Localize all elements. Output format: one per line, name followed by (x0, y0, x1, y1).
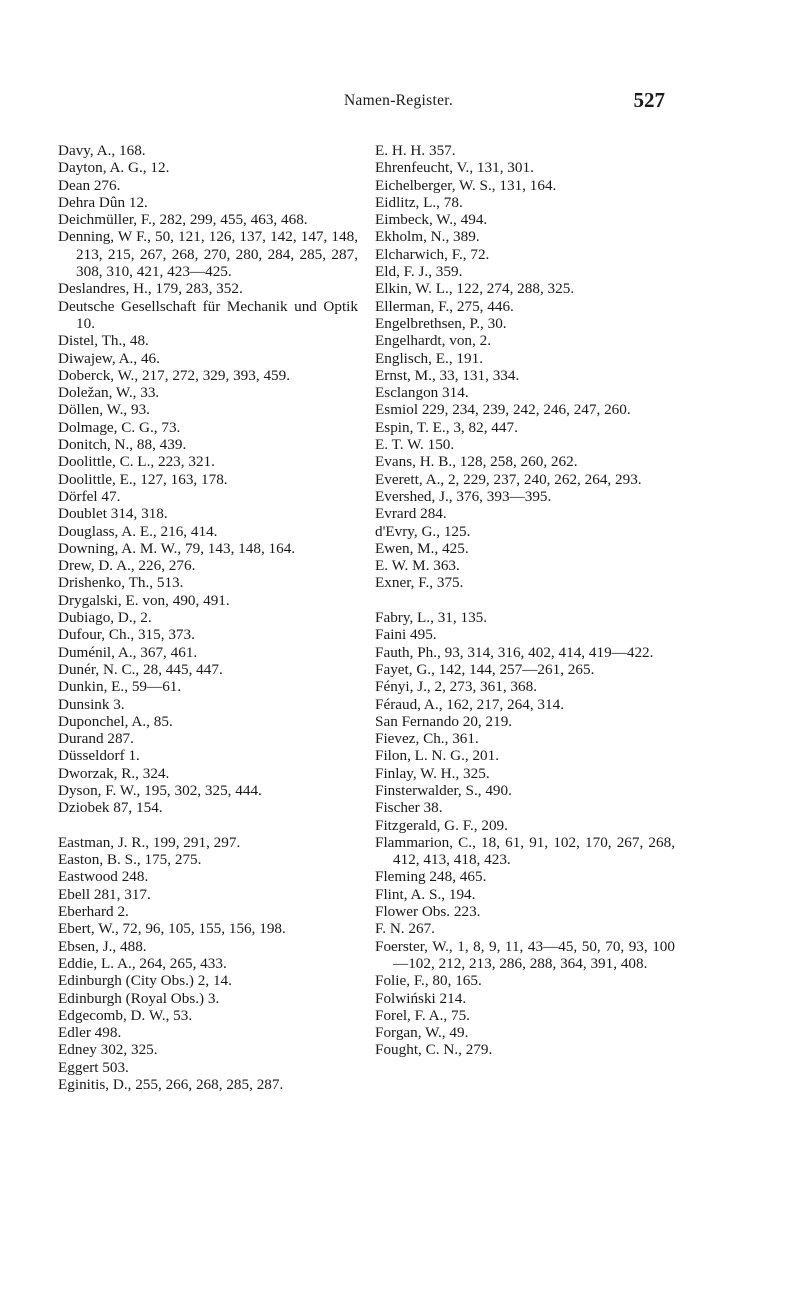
index-entry: Eginitis, D., 255, 266, 268, 285, 287. (58, 1076, 284, 1094)
index-entry: Doublet 314, 318. (58, 505, 168, 523)
index-entry: Fauth, Ph., 93, 314, 316, 402, 414, 419—422. (375, 643, 654, 661)
index-entry: Ernst, M., 33, 131, 334. (375, 366, 520, 384)
page-header (0, 90, 797, 118)
index-entry: Dubiago, D., 2. (58, 609, 152, 627)
index-entry: Ebert, W., 72, 96, 105, 155, 156, 198. (58, 920, 286, 938)
page-number: 527 (633, 88, 665, 112)
index-entry: Forgan, W., 49. (375, 1024, 469, 1042)
index-entry: Fievez, Ch., 361. (375, 730, 479, 748)
index-entry: Edinburgh (City Obs.) 2, 14. (58, 972, 232, 990)
index-entry: Fényi, J., 2, 273, 361, 368. (375, 678, 538, 696)
index-entry: Exner, F., 375. (375, 574, 464, 592)
index-entry: Eggert 503. (58, 1058, 129, 1076)
index-entry: Ekholm, N., 389. (375, 228, 480, 246)
index-entry: Doolittle, C. L., 223, 321. (58, 453, 215, 471)
index-entry: Fleming 248, 465. (375, 868, 487, 886)
index-entry: Düsseldorf 1. (58, 747, 140, 765)
index-entry: Davy, A., 168. (58, 142, 146, 159)
running-head: Namen-Register. (343, 92, 454, 109)
index-entry: Eastwood 248. (58, 868, 149, 886)
index-entry: Eberhard 2. (58, 903, 129, 921)
index-entry: Duménil, A., 367, 461. (58, 643, 198, 661)
index-entry: Eastman, J. R., 199, 291, 297. (58, 833, 241, 851)
index-entry: Foerster, W., 1, 8, 9, 11, 43—45, 50, 70, 93, 100—102, 212, 213, 286, 288, 364, 391, 408. (375, 937, 675, 972)
index-entry: Fischer 38. (375, 799, 443, 817)
index-entry: Ebsen, J., 488. (58, 937, 147, 955)
index-entry: Dunér, N. C., 28, 445, 447. (58, 660, 223, 678)
index-entry: Fayet, G., 142, 144, 257—261, 265. (375, 660, 595, 678)
index-entry: Finsterwalder, S., 490. (375, 781, 512, 799)
index-entry: Edgecomb, D. W., 53. (58, 1006, 193, 1024)
section-gap (375, 592, 675, 609)
index-entry: Evershed, J., 376, 393—395. (375, 487, 552, 505)
index-entry: Donitch, N., 88, 439. (58, 436, 187, 454)
index-column-right (375, 142, 675, 1059)
index-entry: Dörfel 47. (58, 487, 121, 505)
index-entry: Edney 302, 325. (58, 1041, 158, 1059)
index-entry: Durand 287. (58, 730, 134, 748)
index-entry: Doolittle, E., 127, 163, 178. (58, 470, 228, 488)
index-entry: Drew, D. A., 226, 276. (58, 557, 196, 575)
index-entry: Fitzgerald, G. F., 209. (375, 816, 508, 834)
index-entry: Everett, A., 2, 229, 237, 240, 262, 264, 293. (375, 470, 642, 488)
index-entry: Diwajew, A., 46. (58, 349, 160, 367)
index-entry: Finlay, W. H., 325. (375, 764, 490, 782)
index-entry: Eimbeck, W., 494. (375, 211, 488, 229)
index-entry: Ebell 281, 317. (58, 885, 151, 903)
index-entry: E. T. W. 150. (375, 436, 455, 454)
index-entry: Denning, W F., 50, 121, 126, 137, 142, 147, 148, 213, 215, 267, 268, 270, 280, 284, 285, 287, 308, 310, 421, 423—425. (58, 228, 358, 281)
index-entry: Ellerman, F., 275, 446. (375, 297, 514, 315)
index-entry: E. W. M. 363. (375, 557, 460, 575)
index-entry: Filon, L. N. G., 201. (375, 747, 500, 765)
index-entry: Doberck, W., 217, 272, 329, 393, 459. (58, 366, 291, 384)
index-entry: Drygalski, E. von, 490, 491. (58, 591, 230, 609)
index-entry: Engelhardt, von, 2. (375, 332, 491, 350)
index-entry: Drishenko, Th., 513. (58, 574, 184, 592)
index-entry: F. N. 267. (375, 920, 435, 938)
index-entry: Dufour, Ch., 315, 373. (58, 626, 195, 644)
index-entry: Eichelberger, W. S., 131, 164. (375, 176, 557, 194)
index-entry: Flammarion, C., 18, 61, 91, 102, 170, 267, 268, 412, 413, 418, 423. (375, 833, 675, 869)
index-entry: Fabry, L., 31, 135. (375, 609, 488, 627)
index-entry: Döllen, W., 93. (58, 401, 150, 419)
index-entry: Evans, H. B., 128, 258, 260, 262. (375, 453, 578, 471)
index-entry: San Fernando 20, 219. (375, 712, 513, 730)
index-entry: Dean 276. (58, 176, 121, 194)
index-entry: Esmiol 229, 234, 239, 242, 246, 247, 260. (375, 401, 631, 419)
index-entry: Engelbrethsen, P., 30. (375, 314, 507, 332)
index-entry: Espin, T. E., 3, 82, 447. (375, 418, 518, 436)
index-entry: Deutsche Gesellschaft für Mechanik und Optik 10. (58, 297, 358, 332)
index-entry: Dolmage, C. G., 73. (58, 418, 181, 436)
index-entry: Forel, F. A., 75. (375, 1006, 470, 1024)
index-entry: d'Evry, G., 125. (375, 522, 471, 540)
index-entry: Easton, B. S., 175, 275. (58, 851, 202, 869)
index-entry: Eddie, L. A., 264, 265, 433. (58, 954, 227, 972)
index-entry: Flint, A. S., 194. (375, 885, 476, 903)
index-entry: Elcharwich, F., 72. (375, 245, 490, 263)
index-entry: Duponchel, A., 85. (58, 712, 173, 730)
index-entry: Folie, F., 80, 165. (375, 972, 482, 990)
index-entry: Dworzak, R., 324. (58, 764, 170, 782)
index-entry: E. H. H. 357. (375, 142, 456, 159)
index-entry: Evrard 284. (375, 505, 447, 523)
index-entry: Englisch, E., 191. (375, 349, 483, 367)
index-entry: Dayton, A. G., 12. (58, 159, 170, 177)
index-entry: Deichmüller, F., 282, 299, 455, 463, 468. (58, 211, 308, 229)
index-entry: Eld, F. J., 359. (375, 263, 463, 281)
index-entry: Eidlitz, L., 78. (375, 193, 463, 211)
index-entry: Dunkin, E., 59—61. (58, 678, 182, 696)
section-gap (58, 817, 358, 834)
index-entry: Elkin, W. L., 122, 274, 288, 325. (375, 280, 575, 298)
index-entry: Faini 495. (375, 626, 437, 644)
index-entry: Fought, C. N., 279. (375, 1041, 493, 1059)
index-entry: Edinburgh (Royal Obs.) 3. (58, 989, 220, 1007)
index-entry: Douglass, A. E., 216, 414. (58, 522, 218, 540)
index-entry: Folwiński 214. (375, 989, 467, 1007)
index-column-left (58, 142, 358, 1093)
index-entry: Flower Obs. 223. (375, 903, 481, 921)
index-entry: Deslandres, H., 179, 283, 352. (58, 280, 243, 298)
index-entry: Doležan, W., 33. (58, 384, 160, 402)
index-entry: Edler 498. (58, 1024, 122, 1042)
index-entry: Dehra Dûn 12. (58, 193, 148, 211)
index-entry: Dunsink 3. (58, 695, 125, 713)
index-entry: Ehrenfeucht, V., 131, 301. (375, 159, 534, 177)
index-entry: Féraud, A., 162, 217, 264, 314. (375, 695, 564, 713)
index-entry: Ewen, M., 425. (375, 539, 469, 557)
index-entry: Dziobek 87, 154. (58, 799, 163, 817)
index-entry: Dyson, F. W., 195, 302, 325, 444. (58, 781, 262, 799)
index-entry: Distel, Th., 48. (58, 332, 149, 350)
index-entry: Downing, A. M. W., 79, 143, 148, 164. (58, 539, 296, 557)
index-entry: Esclangon 314. (375, 384, 469, 402)
